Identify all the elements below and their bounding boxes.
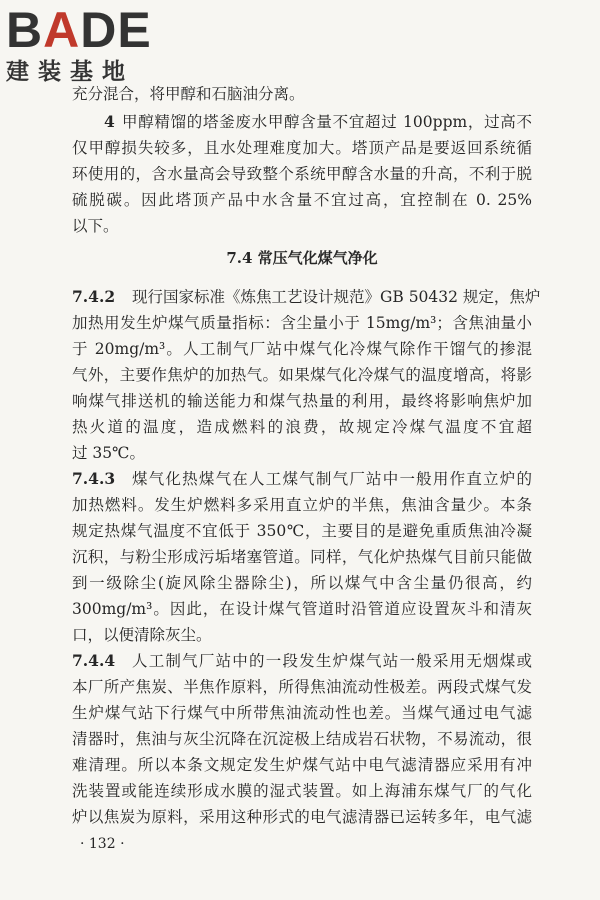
clause-number: 7.4.3 <box>72 469 116 488</box>
text-line: 生炉煤气站下行煤气中所带焦油流动性也差。当煤气通过电气滤 <box>72 704 532 722</box>
text-line: 加热用发生炉煤气质量指标：含尘量小于 15mg/m³；含焦油量小 <box>72 314 532 332</box>
text-line: 热火道的温度，造成燃料的浪费，故规定冷煤气温度不宜超 <box>72 418 532 436</box>
clause-number: 7.4.2 <box>72 287 116 306</box>
text-line: 现行国家标准《炼焦工艺设计规范》GB 50432 规定，焦炉 <box>132 288 541 306</box>
text-line: 洗装置或能连续形成水膜的湿式装置。如上海浦东煤气厂的气化 <box>72 782 532 800</box>
item-number: 4 <box>104 112 115 131</box>
text-line: 煤气化热煤气在人工煤气制气厂站中一般用作直立炉的 <box>132 470 532 488</box>
text-line: 气外，主要作焦炉的加热气。如果煤气化冷煤气的温度增高，将影 <box>72 366 532 384</box>
section-heading: 7.4 常压气化煤气净化 <box>226 249 378 267</box>
text-line: 加热燃料。发生炉燃料多采用直立炉的半焦，焦油含量少。本条 <box>72 496 532 514</box>
text-line: 环使用的，含水量高会导致整个系统甲醇含水量的升高，不利于脱 <box>72 165 532 183</box>
logo-subtitle: 建装基地 <box>6 59 134 85</box>
text-line: 到一级除尘(旋风除尘器除尘)，所以煤气中含尘量仍很高，约 <box>72 574 532 592</box>
text-line: 炉以焦炭为原料，采用这种形式的电气滤清器已运转多年，电气滤 <box>72 808 532 826</box>
watermark-logo <box>6 4 176 86</box>
text-line: 于 20mg/m³。人工制气厂站中煤气化冷煤气除作干馏气的掺混 <box>72 340 532 358</box>
text-line: 仅甲醇损失较多，且水处理难度加大。塔顶产品是要返回系统循 <box>72 139 532 157</box>
text-line: 甲醇精馏的塔釜废水甲醇含量不宜超过 100ppm，过高不 <box>122 113 532 131</box>
text-line: 本厂所产焦炭、半焦作原料，所得焦油流动性极差。两段式煤气发 <box>72 678 532 696</box>
text-line: 过 35℃。 <box>72 444 145 462</box>
text-line: 口，以便清除灰尘。 <box>72 626 212 644</box>
page-number: · 132 · <box>80 836 125 852</box>
logo-bade-text: BADE <box>6 2 152 58</box>
text-line: 沉积，与粉尘形成污垢堵塞管道。同样，气化炉热煤气目前只能做 <box>72 548 532 566</box>
text-line: 响煤气排送机的输送能力和煤气热量的利用，最终将影响焦炉加 <box>72 392 532 410</box>
text-line: 以下。 <box>72 217 119 235</box>
clause-number: 7.4.4 <box>72 651 116 670</box>
text-line: 300mg/m³。因此，在设计煤气管道时沿管道应设置灰斗和清灰 <box>72 600 532 618</box>
text-line: 充分混合，将甲醇和石脑油分离。 <box>72 85 305 103</box>
text-line: 规定热煤气温度不宜低于 350℃，主要目的是避免重质焦油冷凝 <box>72 522 532 540</box>
text-line: 人工制气厂站中的一段发生炉煤气站一般采用无烟煤或 <box>132 652 532 670</box>
text-line: 清器时，焦油与灰尘沉降在沉淀极上结成岩石状物，不易流动，很 <box>72 730 532 748</box>
text-line: 硫脱碳。因此塔顶产品中水含量不宜过高，宜控制在 0. 25% <box>72 191 532 209</box>
text-line: 难清理。所以本条文规定发生炉煤气站中电气滤清器应采用有冲 <box>72 756 532 774</box>
